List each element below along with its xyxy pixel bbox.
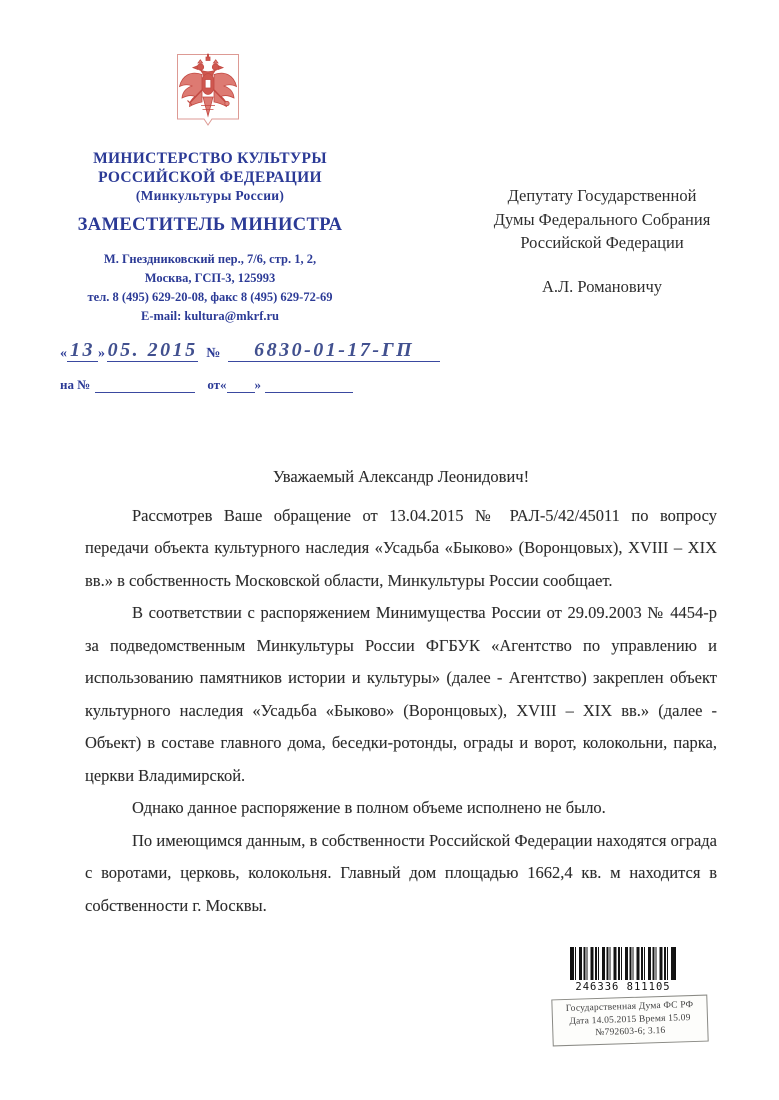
ministry-address-block [30, 250, 390, 326]
close-quote: » [254, 377, 262, 392]
recipient-line: Депутату Государственной [507, 186, 697, 205]
number-sign: № [206, 346, 221, 361]
stamp-date-line: Дата 14.05.2015 Время 15.09 [569, 1012, 691, 1027]
stamp-number-line: №792603-6; 3.16 [595, 1025, 666, 1039]
blank-underline [265, 392, 353, 393]
email-line: E-mail: kultura@mkrf.ru [140, 309, 279, 323]
recipient-line: Думы Федерального Собрания [493, 209, 711, 229]
recipient-line: Российской Федерации [520, 233, 684, 252]
outgoing-reference-row [60, 330, 440, 362]
letter-body [85, 461, 717, 922]
body-paragraph: В соответствии с распоряжением Минимущества России от 29.09.2003 № 4454-р за подведомственным Минкультуры России ФГБУК «Агентство по управлению и использованию памятников истории и культуры» (далее - Агентство) закреплен объект культурного наследия «Усадьба «Быково» (Воронцовых), XVIII – XIX вв.» (далее - Объект) в составе главного дома, беседки-ротонды, ограды и ворот, колокольни, парка, церкви Владимирской. [85, 603, 717, 785]
recipient-name: А.Л. Романовичу [541, 276, 663, 296]
open-quote: « [60, 346, 67, 361]
ministry-name-line: МИНИСТЕРСТВО КУЛЬТУРЫ [93, 150, 327, 167]
blank-underline [95, 392, 195, 393]
handwritten-outgoing-number: 6830-01-17-ГП [228, 339, 440, 362]
duma-registration-stamp [551, 995, 708, 1046]
handwritten-date-month-year: 05. 2015 [107, 339, 198, 361]
body-paragraph: Однако данное распоряжение в полном объеме исполнено не было. [132, 798, 606, 817]
ministry-name-block [50, 150, 370, 206]
body-paragraph: По имеющимся данным, в собственности Российской Федерации находятся ограда с воротами, церковь, колокольня. Главный дом площадью 1662,4 кв. м находится в собственности г. Москвы. [85, 830, 717, 915]
double-headed-eagle-icon [176, 53, 240, 135]
phone-fax-line: тел. 8 (495) 629-20-08, факс 8 (495) 629-72-69 [87, 290, 333, 304]
ministry-name-line: РОССИЙСКОЙ ФЕДЕРАЦИИ [98, 168, 322, 186]
position-title: ЗАМЕСТИТЕЛЬ МИНИСТРА [77, 215, 343, 235]
stamp-org-line: Государственная Дума ФС РФ [565, 1000, 694, 1015]
close-quote: » [98, 346, 106, 361]
recipient-block [443, 184, 761, 298]
from-label: от [207, 377, 221, 392]
coat-of-arms-emblem [176, 53, 240, 135]
blank-underline [227, 392, 255, 393]
barcode-bars [570, 947, 676, 980]
body-paragraph: Рассмотрев Ваше обращение от 13.04.2015 № РАЛ-5/42/45011 по вопросу передачи объекта культурного наследия «Усадьба «Быково» (Воронцовых), XVIII – XIX вв.» в собственность Московской области, Минкультуры России сообщает. [85, 505, 717, 590]
salutation: Уважаемый Александр Леонидович! [272, 467, 530, 486]
reply-to-label: на № [60, 377, 91, 392]
registration-barcode [570, 947, 676, 993]
handwritten-date-day: 13 [67, 339, 98, 362]
address-line: М. Гнездниковский пер., 7/6, стр. 1, 2, [103, 252, 317, 266]
open-quote: « [220, 377, 227, 392]
ministry-short-name: (Минкультуры России) [135, 188, 285, 203]
incoming-reference-row [60, 369, 440, 393]
address-line: Москва, ГСП-3, 125993 [144, 271, 276, 285]
barcode-number: 246336 811105 [575, 981, 671, 993]
